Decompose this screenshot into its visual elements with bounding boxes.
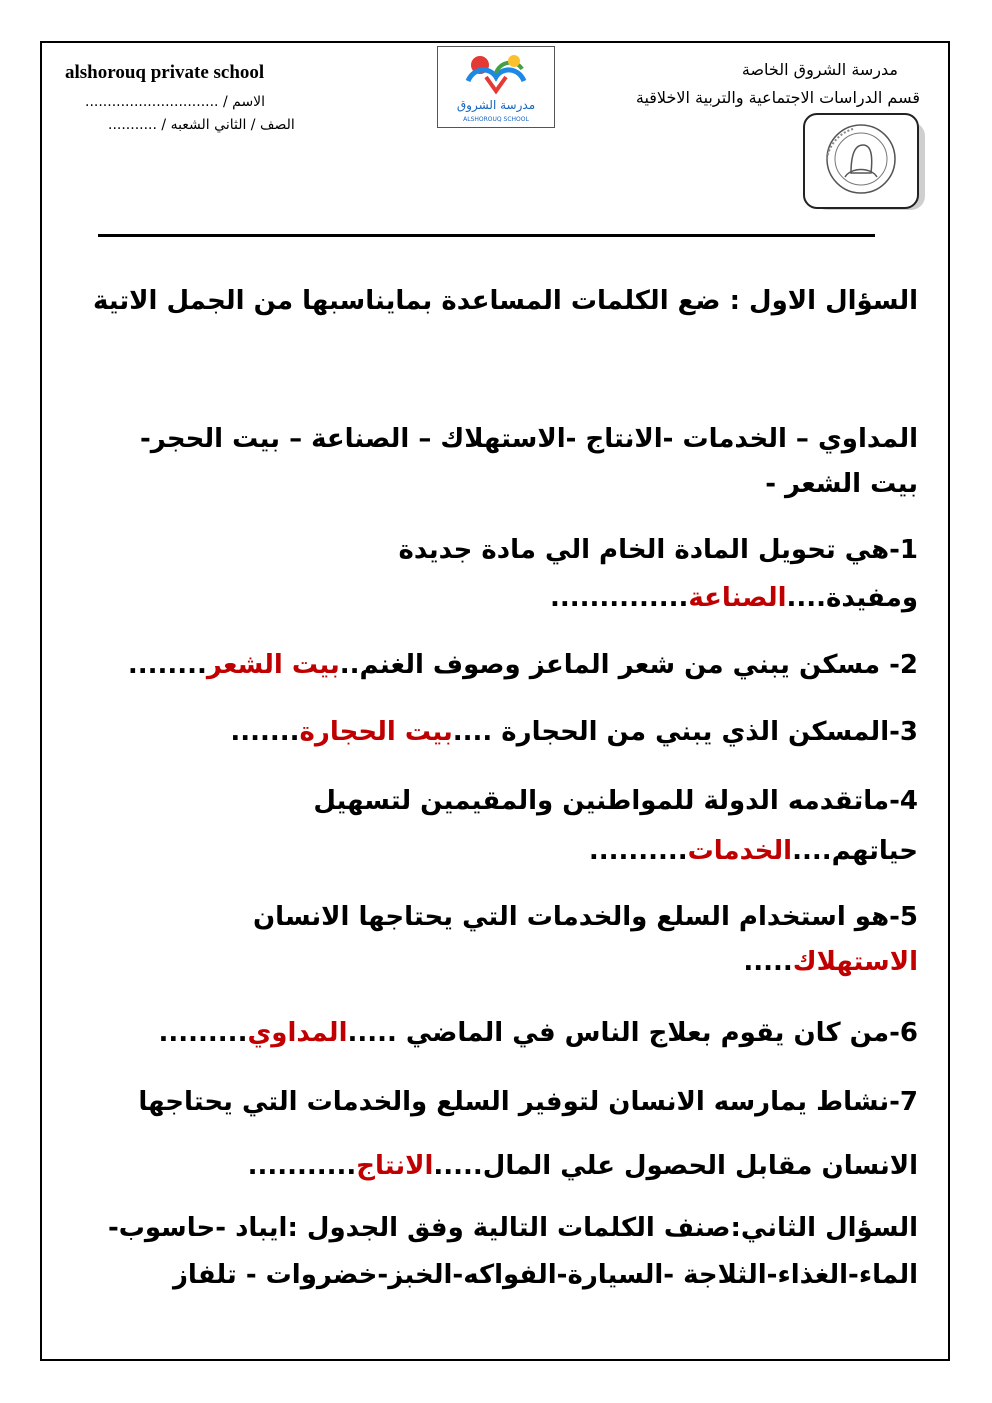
question2-line1: السؤال الثاني:صنف الكلمات التالية وفق الجدول :ايباد -حاسوب- [107, 1213, 918, 1243]
question-item-4-line1: 4-ماتقدمه الدولة للمواطنين والمقيمين لتسهيل [313, 786, 918, 816]
question1-title: السؤال الاول : ضع الكلمات المساعدة بمايناسبها من الجمل الاتية [93, 286, 918, 316]
question-item-6: 6-من كان يقوم بعلاج الناس في الماضي .....المداوي......... [158, 1018, 918, 1048]
question-item-7-line2: الانسان مقابل الحصول علي المال.....الانتاج........... [247, 1151, 918, 1181]
school-name-en: alshorouq private school [65, 62, 265, 83]
answer-4: الخدمات [687, 836, 793, 866]
school-name-ar: مدرسة الشروق الخاصة [741, 60, 898, 79]
question-item-7-line1: 7-نشاط يمارسه الانسان لتوفير السلع والخدمات التي يحتاجها [138, 1087, 918, 1117]
answer-6: المداوي [247, 1018, 348, 1048]
answer-1: الصناعة [688, 583, 787, 613]
svg-text:مدرسة الشروق: مدرسة الشروق [456, 98, 536, 112]
word-bank-line1: المداوي – الخدمات -الانتاج -الاستهلاك – الصناعة – بيت الحجر- [139, 424, 918, 454]
school-logo [437, 46, 555, 128]
department-name: قسم الدراسات الاجتماعية والتربية الاخلاقية [635, 88, 920, 107]
word-bank-line2: بيت الشعر - [765, 469, 918, 499]
question-item-1-line2: ومفيدة....الصناعة.............. [550, 583, 918, 613]
answer-2: بيت الشعر [206, 650, 340, 680]
school-logo-icon [438, 47, 554, 127]
class-section-line: الصف / الثاني الشعبه / ........... [108, 117, 295, 133]
svg-text:ALSHOROUQ SCHOOL: ALSHOROUQ SCHOOL [463, 116, 529, 123]
question-item-5-line2: الاستهلاك..... [743, 947, 918, 977]
header-divider [98, 234, 875, 237]
answer-3: بيت الحجارة [299, 717, 453, 747]
question-item-1-line1: 1-هي تحويل المادة الخام الي مادة جديدة [398, 535, 918, 565]
question-item-4-line2: حياتهم....الخدمات.......... [588, 836, 918, 866]
question-item-3: 3-المسكن الذي يبني من الحجارة ....بيت الحجارة....... [230, 717, 918, 747]
emblem-seal [803, 113, 919, 209]
student-name-line: الاسم / .............................. [85, 94, 266, 110]
emblem-seal-icon [805, 115, 917, 207]
answer-7: الانتاج [356, 1151, 434, 1181]
question2-line2: الماء-الغذاء-الثلاجة -السيارة-الفواكه-الخبز-خضروات - تلفاز [172, 1260, 918, 1290]
question-item-5-line1: 5-هو استخدام السلع والخدمات التي يحتاجها الانسان [252, 902, 918, 932]
answer-5: الاستهلاك [792, 947, 918, 977]
question-item-2: 2- مسكن يبني من شعر الماعز وصوف الغنم..بيت الشعر........ [127, 650, 918, 680]
